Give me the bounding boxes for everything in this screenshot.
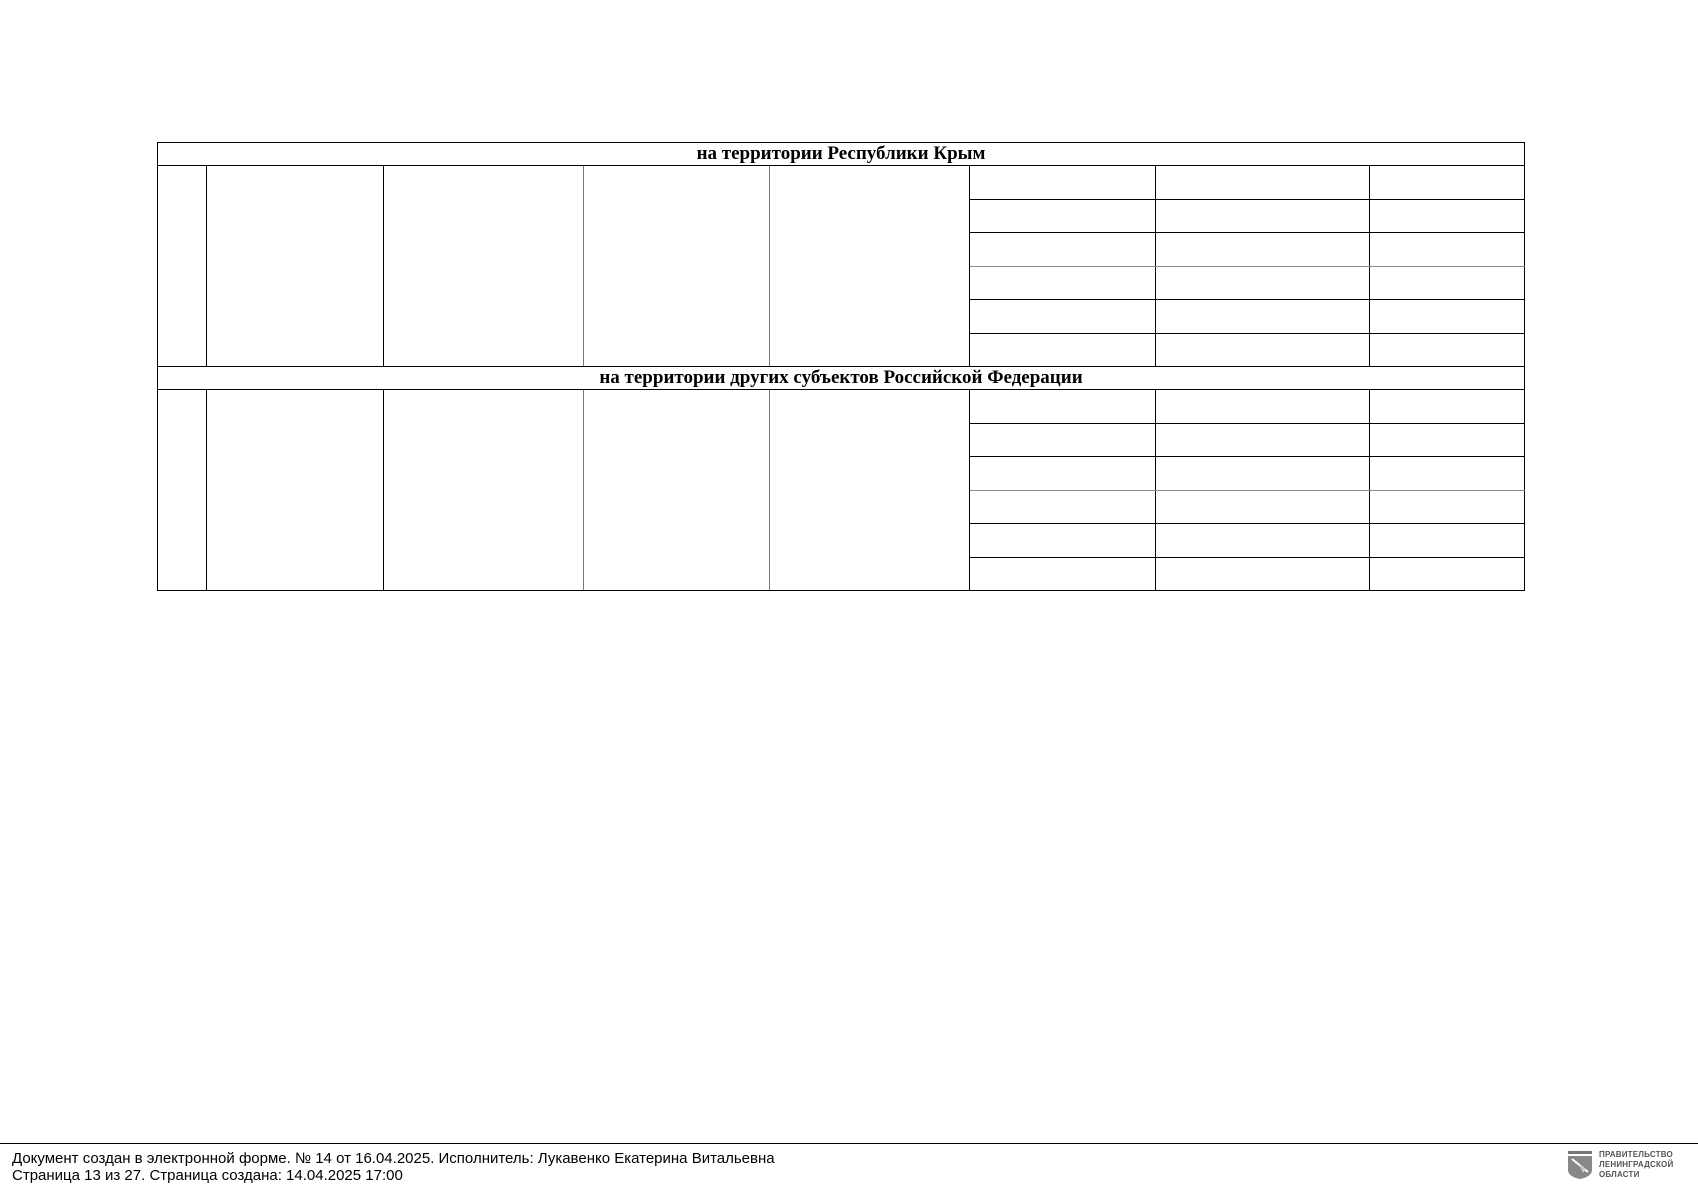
logo-line: ПРАВИТЕЛЬСТВО	[1599, 1150, 1673, 1159]
table-cell	[970, 300, 1156, 334]
table-cell	[770, 166, 970, 367]
table-cell	[1370, 199, 1525, 233]
table-row	[158, 166, 1525, 200]
table-cell	[1156, 233, 1370, 267]
table-cell	[1370, 233, 1525, 267]
table-cell	[384, 166, 584, 367]
table-cell	[1156, 266, 1370, 300]
table-cell	[770, 390, 970, 591]
government-logo	[1567, 1150, 1673, 1180]
section-header-row	[158, 143, 1525, 166]
table-cell	[970, 233, 1156, 267]
table-cell	[970, 266, 1156, 300]
table-cell	[207, 390, 384, 591]
table-cell	[1370, 166, 1525, 200]
table-cell	[158, 390, 207, 591]
table-cell	[1370, 457, 1525, 491]
table-cell	[970, 557, 1156, 591]
coat-of-arms-icon	[1567, 1150, 1593, 1180]
table-cell	[1156, 166, 1370, 200]
table-cell	[1370, 524, 1525, 558]
table-cell	[1156, 557, 1370, 591]
table-cell	[970, 333, 1156, 367]
table-cell	[1156, 300, 1370, 334]
table-cell	[1156, 333, 1370, 367]
footer-document-info: Документ создан в электронной форме. № 14 от 16.04.2025. Исполнитель: Лукавенко Екатерина Витальевна	[12, 1150, 775, 1167]
logo-line: ОБЛАСТИ	[1599, 1170, 1640, 1179]
table-cell	[970, 423, 1156, 457]
table-cell	[970, 199, 1156, 233]
table-cell	[1156, 199, 1370, 233]
table-cell	[970, 166, 1156, 200]
table-cell	[1156, 490, 1370, 524]
table-cell	[1156, 390, 1370, 424]
table-cell	[1156, 457, 1370, 491]
logo-caption	[1599, 1150, 1673, 1180]
footer-page-info: Страница 13 из 27. Страница создана: 14.04.2025 17:00	[12, 1167, 403, 1184]
table-cell	[207, 166, 384, 367]
table-cell	[1370, 266, 1525, 300]
table-cell	[970, 490, 1156, 524]
table-cell	[1370, 333, 1525, 367]
table-row	[158, 390, 1525, 424]
table-cell	[1370, 490, 1525, 524]
table-cell	[970, 524, 1156, 558]
document-footer	[12, 1150, 775, 1184]
document-table	[157, 142, 1525, 591]
table-cell	[1156, 524, 1370, 558]
table-cell	[584, 166, 770, 367]
table-cell	[1370, 300, 1525, 334]
table-cell	[1370, 390, 1525, 424]
table-cell	[1370, 557, 1525, 591]
table-cell	[1370, 423, 1525, 457]
table-cell	[158, 166, 207, 367]
section-header-row	[158, 367, 1525, 390]
table-cell	[384, 390, 584, 591]
table-cell	[584, 390, 770, 591]
table-cell	[1156, 423, 1370, 457]
footer-divider	[0, 1143, 1698, 1144]
section-title: на территории других субъектов Российской Федерации	[158, 367, 1525, 390]
logo-line: ЛЕНИНГРАДСКОЙ	[1599, 1160, 1674, 1169]
table-cell	[970, 390, 1156, 424]
table-cell	[970, 457, 1156, 491]
section-title: на территории Республики Крым	[158, 143, 1525, 166]
